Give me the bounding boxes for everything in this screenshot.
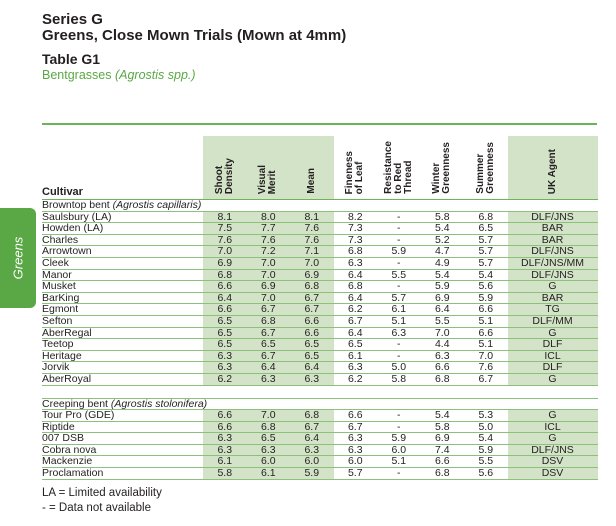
cell-uk-agent: ICL: [508, 421, 598, 433]
table-label: Table G1: [42, 51, 101, 67]
cell-summer-greenness: 5.6: [464, 468, 508, 480]
cell-fineness: 6.2: [334, 304, 378, 316]
cell-cultivar: Proclamation: [42, 468, 203, 480]
cell-visual-merit: 7.0: [247, 269, 291, 281]
cell-summer-greenness: 6.6: [464, 304, 508, 316]
col-header-red-thread: Resistance to Red Thread: [377, 136, 421, 200]
group-empty-cell: [377, 200, 421, 212]
cell-fineness: 6.8: [334, 246, 378, 258]
cell-shoot-density: 6.5: [203, 339, 247, 351]
cell-red-thread: -: [377, 234, 421, 246]
cell-visual-merit: 7.0: [247, 257, 291, 269]
col-header-cultivar: Cultivar: [42, 136, 203, 200]
cell-red-thread: 5.7: [377, 292, 421, 304]
table-row: [42, 433, 598, 445]
cell-cultivar: Cobra nova: [42, 444, 203, 456]
col-header-mean: Mean: [290, 136, 334, 200]
cell-cultivar: Charles: [42, 234, 203, 246]
cell-mean: 6.7: [290, 304, 334, 316]
cell-summer-greenness: 5.6: [464, 281, 508, 293]
cell-mean: 6.7: [290, 292, 334, 304]
cell-uk-agent: DSV: [508, 456, 598, 468]
cell-visual-merit: 6.7: [247, 350, 291, 362]
group-empty-cell: [334, 200, 378, 212]
cell-shoot-density: 6.2: [203, 373, 247, 385]
spacer-cell: [290, 385, 334, 398]
group-empty-cell: [247, 200, 291, 212]
group-empty-cell: [508, 200, 598, 212]
cell-shoot-density: 6.1: [203, 456, 247, 468]
cell-winter-greenness: 6.8: [421, 468, 465, 480]
cell-summer-greenness: 5.7: [464, 257, 508, 269]
cell-mean: 6.9: [290, 269, 334, 281]
cell-winter-greenness: 6.8: [421, 373, 465, 385]
cell-summer-greenness: 5.4: [464, 433, 508, 445]
cell-fineness: 6.8: [334, 281, 378, 293]
table-row: [42, 246, 598, 258]
cell-winter-greenness: 5.2: [421, 234, 465, 246]
cell-fineness: 7.3: [334, 234, 378, 246]
table-row: [42, 339, 598, 351]
cell-cultivar: Manor: [42, 269, 203, 281]
cell-summer-greenness: 5.5: [464, 456, 508, 468]
spacer-cell: [377, 385, 421, 398]
cell-summer-greenness: 5.7: [464, 246, 508, 258]
cell-summer-greenness: 5.1: [464, 315, 508, 327]
table-row: [42, 223, 598, 235]
cell-winter-greenness: 4.9: [421, 257, 465, 269]
cell-uk-agent: DSV: [508, 468, 598, 480]
cell-winter-greenness: 6.4: [421, 304, 465, 316]
cell-uk-agent: DLF/JNS/MM: [508, 257, 598, 269]
cell-visual-merit: 8.0: [247, 211, 291, 223]
cell-winter-greenness: 7.4: [421, 444, 465, 456]
cell-mean: 6.6: [290, 327, 334, 339]
group-label-plain: Creeping bent: [42, 397, 111, 410]
cell-uk-agent: G: [508, 327, 598, 339]
cell-visual-merit: 7.7: [247, 223, 291, 235]
cell-uk-agent: BAR: [508, 234, 598, 246]
cell-uk-agent: DLF/JNS: [508, 444, 598, 456]
cell-shoot-density: 6.3: [203, 444, 247, 456]
cell-visual-merit: 7.2: [247, 246, 291, 258]
cell-visual-merit: 7.6: [247, 234, 291, 246]
table-row: [42, 410, 598, 422]
cell-cultivar: Howden (LA): [42, 223, 203, 235]
group-empty-cell: [377, 398, 421, 410]
cell-cultivar: 007 DSB: [42, 433, 203, 445]
cell-mean: 7.1: [290, 246, 334, 258]
cell-red-thread: 6.0: [377, 444, 421, 456]
cell-winter-greenness: 4.4: [421, 339, 465, 351]
cell-mean: 6.5: [290, 339, 334, 351]
group-empty-cell: [290, 200, 334, 212]
cell-red-thread: 5.0: [377, 362, 421, 374]
col-header-summer-greenness: Summer Greenness: [464, 136, 508, 200]
cell-summer-greenness: 5.7: [464, 234, 508, 246]
spacer-cell: [247, 385, 291, 398]
cell-cultivar: AberRoyal: [42, 373, 203, 385]
cell-fineness: 6.3: [334, 362, 378, 374]
group-spacer: [42, 385, 598, 398]
cell-red-thread: -: [377, 281, 421, 293]
cell-winter-greenness: 6.9: [421, 292, 465, 304]
cell-fineness: 6.6: [334, 410, 378, 422]
cell-uk-agent: TG: [508, 304, 598, 316]
cell-fineness: 6.7: [334, 315, 378, 327]
cell-winter-greenness: 5.8: [421, 211, 465, 223]
cell-summer-greenness: 5.9: [464, 444, 508, 456]
table-caption-italic: (Agrostis spp.): [114, 68, 196, 82]
cell-summer-greenness: 6.5: [464, 223, 508, 235]
cell-red-thread: -: [377, 257, 421, 269]
cell-red-thread: 5.1: [377, 315, 421, 327]
cell-summer-greenness: 5.3: [464, 410, 508, 422]
cell-mean: 7.0: [290, 257, 334, 269]
cell-uk-agent: DLF/JNS: [508, 211, 598, 223]
cell-mean: 6.5: [290, 350, 334, 362]
cell-uk-agent: DLF/JNS: [508, 246, 598, 258]
group-empty-cell: [421, 200, 465, 212]
group-empty-cell: [464, 200, 508, 212]
group-empty-cell: [334, 398, 378, 410]
cell-mean: 6.3: [290, 444, 334, 456]
cell-uk-agent: BAR: [508, 292, 598, 304]
cell-cultivar: Teetop: [42, 339, 203, 351]
cell-uk-agent: DLF: [508, 362, 598, 374]
cell-red-thread: -: [377, 468, 421, 480]
cell-winter-greenness: 5.8: [421, 421, 465, 433]
cell-mean: 6.8: [290, 410, 334, 422]
cell-shoot-density: 5.8: [203, 468, 247, 480]
group-label-italic: (Agrostis stolonifera): [110, 397, 208, 410]
group-label: [42, 200, 203, 212]
cell-uk-agent: DLF/JNS: [508, 269, 598, 281]
cell-shoot-density: 7.5: [203, 223, 247, 235]
group-empty-cell: [203, 398, 247, 410]
group-header-row: [42, 398, 598, 410]
header-row: [42, 136, 598, 200]
cell-winter-greenness: 5.4: [421, 223, 465, 235]
cell-shoot-density: 6.6: [203, 421, 247, 433]
table-row: [42, 350, 598, 362]
cell-shoot-density: 6.5: [203, 315, 247, 327]
group-label: [42, 397, 208, 410]
group-empty-cell: [464, 398, 508, 410]
cell-mean: 6.4: [290, 362, 334, 374]
cell-mean: 7.6: [290, 223, 334, 235]
group-empty-cell: [203, 200, 247, 212]
cell-mean: 6.6: [290, 315, 334, 327]
cell-uk-agent: BAR: [508, 223, 598, 235]
cell-summer-greenness: 7.6: [464, 362, 508, 374]
cell-red-thread: 5.9: [377, 246, 421, 258]
section-tab-greens: [0, 208, 36, 308]
cell-winter-greenness: 6.6: [421, 456, 465, 468]
table-row: [42, 281, 598, 293]
table-row: [42, 211, 598, 223]
cell-fineness: 6.3: [334, 444, 378, 456]
cell-fineness: 6.2: [334, 373, 378, 385]
cell-fineness: 6.7: [334, 421, 378, 433]
cell-uk-agent: ICL: [508, 350, 598, 362]
table-row: [42, 468, 598, 480]
cell-winter-greenness: 5.4: [421, 410, 465, 422]
table-caption-plain: Bentgrasses: [42, 68, 115, 82]
cell-shoot-density: 6.3: [203, 350, 247, 362]
cell-visual-merit: 6.3: [247, 373, 291, 385]
table-row: [42, 257, 598, 269]
legend-limited-availability: LA = Limited availability: [42, 487, 162, 499]
cell-cultivar: Mackenzie: [42, 456, 203, 468]
cell-shoot-density: 7.0: [203, 246, 247, 258]
cell-visual-merit: 7.0: [247, 410, 291, 422]
cell-fineness: 6.4: [334, 292, 378, 304]
cell-shoot-density: 6.4: [203, 292, 247, 304]
cell-fineness: 5.7: [334, 468, 378, 480]
spacer-cell: [203, 385, 247, 398]
cell-fineness: 7.3: [334, 223, 378, 235]
cell-mean: 8.1: [290, 211, 334, 223]
cell-winter-greenness: 4.7: [421, 246, 465, 258]
col-header-winter-greenness: Winter Greenness: [421, 136, 465, 200]
cell-shoot-density: 6.5: [203, 327, 247, 339]
legend-data-not-available: - = Data not available: [42, 502, 151, 514]
table-row: [42, 269, 598, 281]
cell-shoot-density: 6.3: [203, 362, 247, 374]
col-header-visual-merit: Visual Merit: [247, 136, 291, 200]
cell-red-thread: -: [377, 223, 421, 235]
cell-red-thread: 5.8: [377, 373, 421, 385]
group-label-italic: (Agrostis capillaris): [112, 199, 202, 211]
group-empty-cell: [508, 398, 598, 410]
spacer-cell: [508, 385, 598, 398]
cell-summer-greenness: 5.1: [464, 339, 508, 351]
cell-cultivar: Jorvik: [42, 362, 203, 374]
cell-red-thread: -: [377, 339, 421, 351]
cell-fineness: 8.2: [334, 211, 378, 223]
cell-uk-agent: DLF: [508, 339, 598, 351]
cell-shoot-density: 7.6: [203, 234, 247, 246]
cell-red-thread: 5.9: [377, 433, 421, 445]
cell-cultivar: Cleek: [42, 257, 203, 269]
table-row: [42, 421, 598, 433]
cell-fineness: 6.4: [334, 269, 378, 281]
cell-mean: 6.8: [290, 281, 334, 293]
cell-mean: 6.4: [290, 433, 334, 445]
spacer-cell: [421, 385, 465, 398]
cell-visual-merit: 6.0: [247, 456, 291, 468]
table-row: [42, 304, 598, 316]
cell-cultivar: Musket: [42, 281, 203, 293]
table-row: [42, 373, 598, 385]
col-header-fineness: Fineness of Leaf: [334, 136, 378, 200]
cultivar-table: [42, 136, 598, 480]
cell-visual-merit: 6.1: [247, 468, 291, 480]
table-row: [42, 315, 598, 327]
cell-summer-greenness: 6.6: [464, 327, 508, 339]
cell-shoot-density: 6.9: [203, 257, 247, 269]
cell-red-thread: 6.1: [377, 304, 421, 316]
cell-red-thread: -: [377, 211, 421, 223]
cell-summer-greenness: 5.9: [464, 292, 508, 304]
cell-summer-greenness: 6.8: [464, 211, 508, 223]
cell-cultivar: Heritage: [42, 350, 203, 362]
cell-winter-greenness: 6.3: [421, 350, 465, 362]
cell-mean: 7.6: [290, 234, 334, 246]
cell-shoot-density: 6.3: [203, 433, 247, 445]
cell-shoot-density: 6.6: [203, 281, 247, 293]
cell-fineness: 6.0: [334, 456, 378, 468]
cell-summer-greenness: 5.4: [464, 269, 508, 281]
group-empty-cell: [421, 398, 465, 410]
cell-visual-merit: 6.7: [247, 327, 291, 339]
cell-red-thread: 5.5: [377, 269, 421, 281]
table-row: [42, 292, 598, 304]
table-caption: [42, 68, 196, 82]
table-row: [42, 362, 598, 374]
cell-winter-greenness: 5.4: [421, 269, 465, 281]
cell-cultivar: Tour Pro (GDE): [42, 410, 203, 422]
table-row: [42, 327, 598, 339]
cell-uk-agent: G: [508, 410, 598, 422]
top-divider: [42, 123, 597, 125]
cell-mean: 5.9: [290, 468, 334, 480]
cell-cultivar: Arrowtown: [42, 246, 203, 258]
cell-summer-greenness: 5.0: [464, 421, 508, 433]
cell-shoot-density: 6.8: [203, 269, 247, 281]
cell-red-thread: -: [377, 350, 421, 362]
spacer-cell: [464, 385, 508, 398]
section-tab-label: Greens: [10, 236, 26, 280]
table-row: [42, 234, 598, 246]
cell-uk-agent: G: [508, 433, 598, 445]
group-empty-cell: [247, 398, 291, 410]
cell-cultivar: Riptide: [42, 421, 203, 433]
cell-red-thread: 5.1: [377, 456, 421, 468]
cell-mean: 6.3: [290, 373, 334, 385]
cell-red-thread: -: [377, 421, 421, 433]
cell-visual-merit: 6.8: [247, 421, 291, 433]
cell-uk-agent: G: [508, 373, 598, 385]
cell-uk-agent: DLF/MM: [508, 315, 598, 327]
cell-red-thread: -: [377, 410, 421, 422]
table-row: [42, 444, 598, 456]
cell-visual-merit: 6.4: [247, 362, 291, 374]
cell-fineness: 6.4: [334, 327, 378, 339]
cell-cultivar: AberRegal: [42, 327, 203, 339]
cell-shoot-density: 8.1: [203, 211, 247, 223]
cell-fineness: 6.1: [334, 350, 378, 362]
cell-summer-greenness: 7.0: [464, 350, 508, 362]
table-body: [42, 200, 598, 480]
cell-visual-merit: 7.0: [247, 292, 291, 304]
cell-cultivar: Sefton: [42, 315, 203, 327]
cell-visual-merit: 6.8: [247, 315, 291, 327]
table-row: [42, 456, 598, 468]
col-header-shoot-density: Shoot Density: [203, 136, 247, 200]
cell-fineness: 6.5: [334, 339, 378, 351]
cell-cultivar: BarKing: [42, 292, 203, 304]
cell-visual-merit: 6.7: [247, 304, 291, 316]
cell-mean: 6.0: [290, 456, 334, 468]
cell-winter-greenness: 5.9: [421, 281, 465, 293]
cell-winter-greenness: 5.5: [421, 315, 465, 327]
cell-red-thread: 6.3: [377, 327, 421, 339]
cell-visual-merit: 6.3: [247, 444, 291, 456]
group-empty-cell: [290, 398, 334, 410]
col-header-uk-agent: UK Agent: [508, 136, 598, 200]
cell-winter-greenness: 6.6: [421, 362, 465, 374]
cell-visual-merit: 6.5: [247, 433, 291, 445]
cell-summer-greenness: 6.7: [464, 373, 508, 385]
cell-fineness: 6.3: [334, 257, 378, 269]
cell-winter-greenness: 6.9: [421, 433, 465, 445]
cell-uk-agent: G: [508, 281, 598, 293]
group-header-row: [42, 200, 598, 212]
group-label-plain: Browntop bent: [42, 199, 113, 211]
spacer-cell: [42, 385, 203, 398]
series-subtitle: Greens, Close Mown Trials (Mown at 4mm): [42, 27, 347, 44]
cell-shoot-density: 6.6: [203, 410, 247, 422]
series-title: Series G: [42, 11, 103, 28]
cell-visual-merit: 6.5: [247, 339, 291, 351]
cell-shoot-density: 6.6: [203, 304, 247, 316]
cell-winter-greenness: 7.0: [421, 327, 465, 339]
cell-mean: 6.7: [290, 421, 334, 433]
cell-cultivar: Egmont: [42, 304, 203, 316]
cell-fineness: 6.3: [334, 433, 378, 445]
cell-cultivar: Saulsbury (LA): [42, 211, 203, 223]
cell-visual-merit: 6.9: [247, 281, 291, 293]
spacer-cell: [334, 385, 378, 398]
